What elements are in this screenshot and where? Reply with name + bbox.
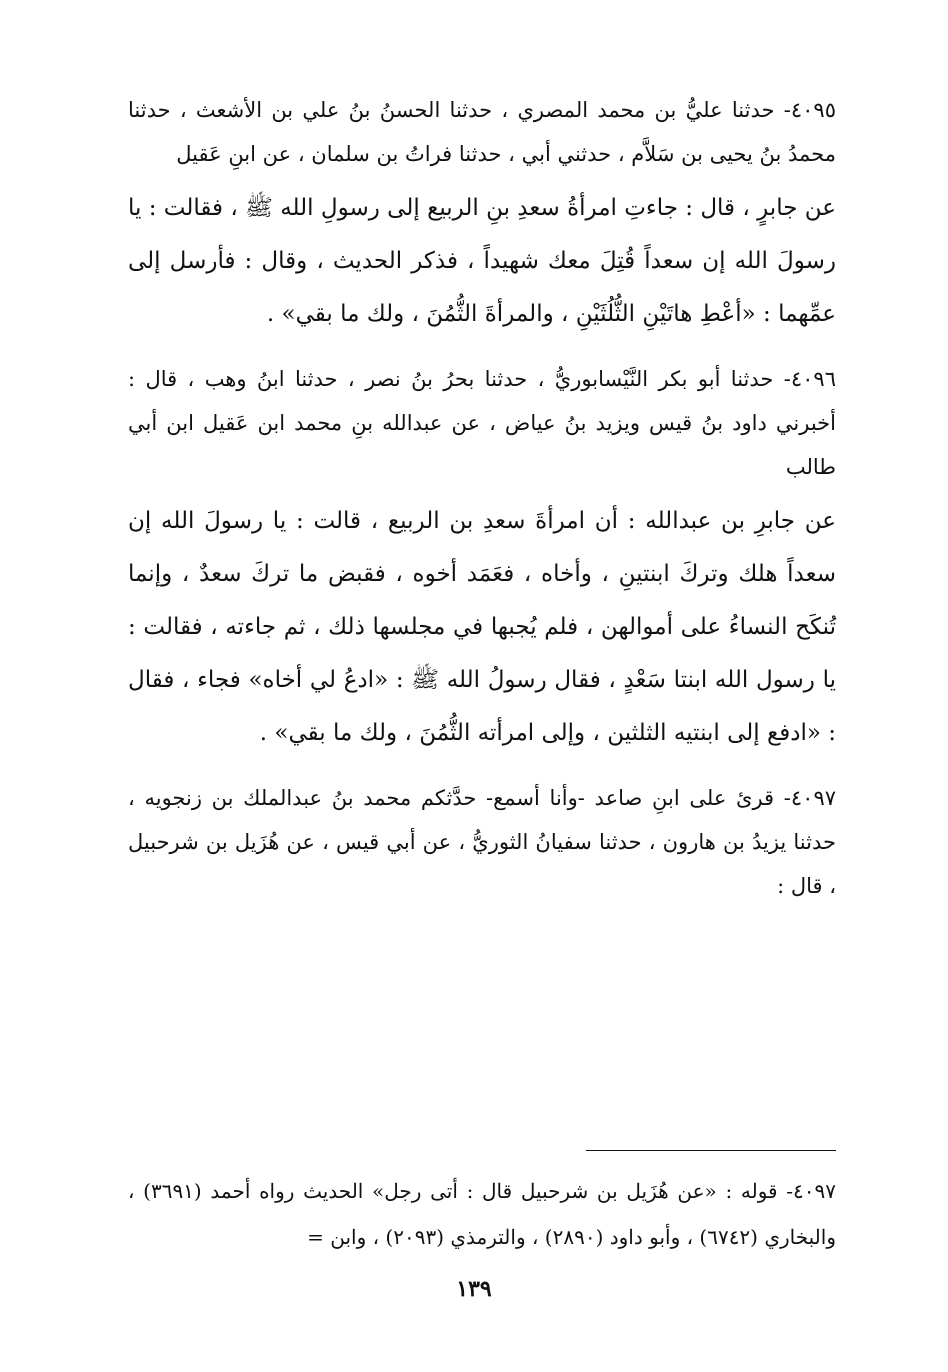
footnote-divider <box>586 1150 836 1151</box>
hadith-4095 <box>128 88 836 341</box>
page-number: ١٣٩ <box>456 1276 492 1302</box>
hadith-4096 <box>128 357 836 760</box>
footnote-text: ٤٠٩٧- قوله : «عن هُزَيل بن شرحبيل قال : أتى رجل» الحديث رواه أحمد (٣٦٩١) ، والبخاري (٦٧٤٢) ، وأبو داود (٢٨٩٠) ، والترمذي (٢٠٩٣) ، وابن = <box>128 1179 836 1249</box>
hadith-4097 <box>128 776 836 908</box>
isnad-text: ٤٠٩٧- قرئ على ابنِ صاعد -وأنا أسمع- حدَّثكم محمد بنُ عبدالملك بن زنجويه ، حدثنا يزيدُ بن هارون ، حدثنا سفيانُ الثوريُّ ، عن أبي قيس ، عن هُزَيل بن شرحبيل ، قال : <box>128 786 837 898</box>
isnad-text: ٤٠٩٥- حدثنا عليُّ بن محمد المصري ، حدثنا الحسنُ بنُ علي بن الأشعث ، حدثنا محمدُ بنُ يحيى بن سَلاَّم ، حدثني أبي ، حدثنا فراتُ بن سلمان ، عن ابنِ عَقيل <box>128 98 836 166</box>
matn-text: عن جابرٍ ، قال : جاءتِ امرأةُ سعدِ بنِ الربيع إلى رسولِ الله ﷺ ، فقالت : يا رسولَ الله إن سعداً قُتِلَ معك شهيداً ، فذكر الحديث ، وقال : فأرسل إلى عمِّهما : «أعْطِ هاتَيْنِ الثُّلُثَيْنِ ، والمرأةَ الثُّمُنَ ، ولك ما بقي» . <box>128 195 836 327</box>
matn-text: عن جابرِ بن عبدالله : أن امرأةَ سعدِ بن الربيع ، قالت : يا رسولَ الله إن سعداً هلك وتركَ ابنتينِ ، وأخاه ، فعَمَد أخوه ، فقبض ما تركَ سعدٌ ، وإنما تُنكَح النساءُ على أموالهن ، فلم يُجبها في مجلسها ذلك ، ثم جاءته ، فقالت : يا رسول الله ابنتا سَعْدٍ ، فقال رسولُ الله ﷺ : «ادعُ لي أخاه» فجاء ، فقال : «ادفع إلى ابنتيه الثلثين ، وإلى امرأته الثُّمُنَ ، ولك ما بقي» . <box>128 508 836 746</box>
isnad-text: ٤٠٩٦- حدثنا أبو بكر النَّيْسابوريُّ ، حدثنا بحرُ بنُ نصر ، حدثنا ابنُ وهب ، قال : أخبرني داود بنُ قيس ويزيد بنُ عياض ، عن عبدالله بنِ محمد ابن عَقيل ابن أبي طالب <box>128 367 836 479</box>
